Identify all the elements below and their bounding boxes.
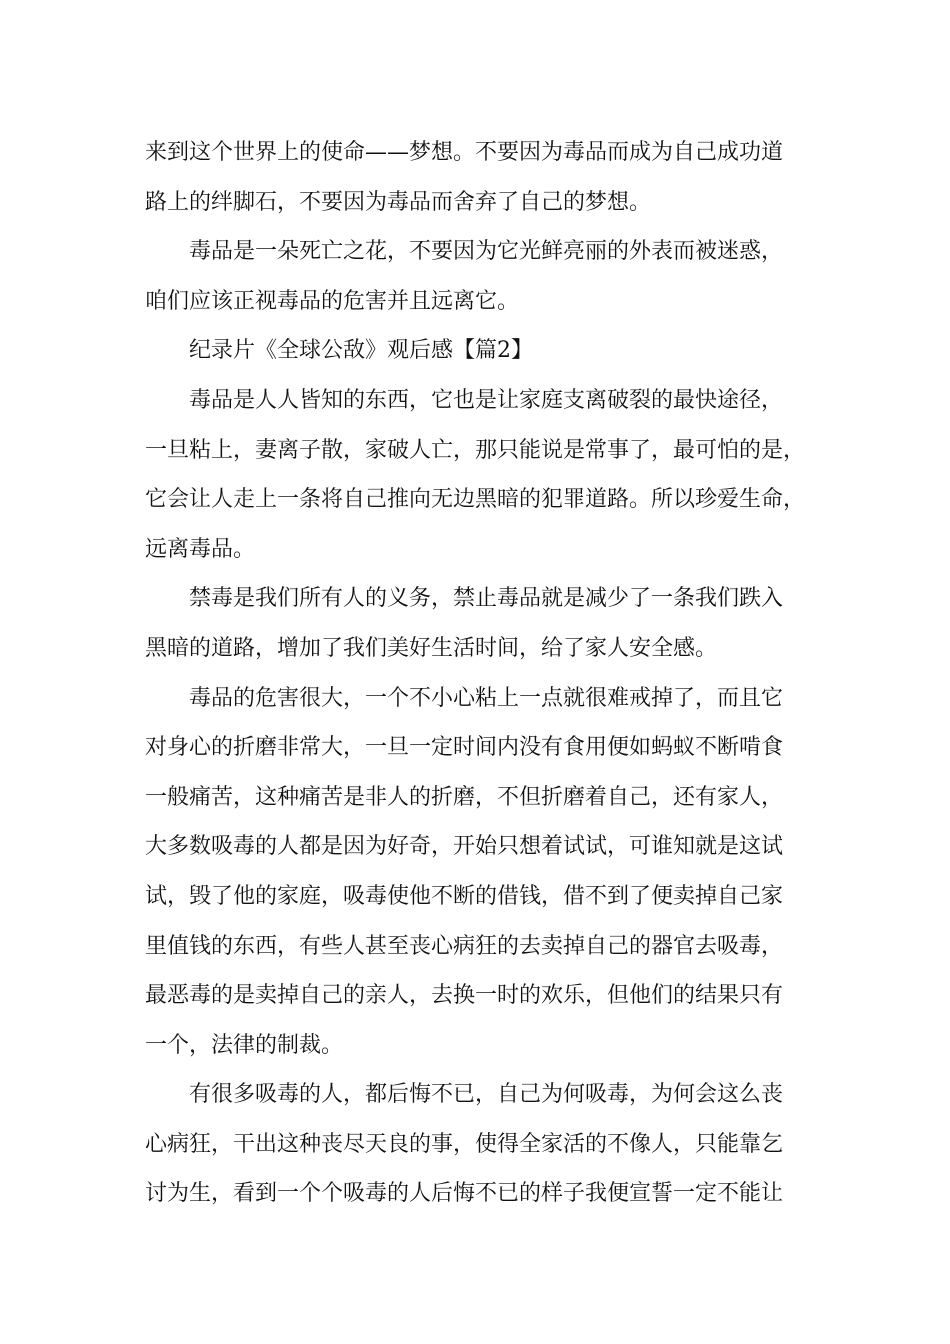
- paragraph-start-line: 毒品是一朵死亡之花，不要因为它光鲜亮丽的外表而被迷惑，: [189, 239, 784, 265]
- paragraph-start-line: 禁毒是我们所有人的义务，禁止毒品就是减少了一条我们跌入: [189, 586, 784, 612]
- text-line: 里值钱的东西，有些人甚至丧心病狂的去卖掉自己的器官去吸毒，: [145, 933, 784, 959]
- text-line: 它会让人走上一条将自己推向无边黑暗的犯罪道路。所以珍爱生命，: [145, 487, 806, 513]
- text-line: 远离毒品。: [145, 536, 256, 562]
- paragraph-start-line: 有很多吸毒的人，都后悔不已，自己为何吸毒，为何会这么丧: [189, 1082, 784, 1108]
- text-line: 黑暗的道路，增加了我们美好生活时间，给了家人安全感。: [145, 635, 718, 661]
- text-line: 大多数吸毒的人都是因为好奇，开始只想着试试，可谁知就是这试: [145, 834, 784, 860]
- text-line: 试，毁了他的家庭，吸毒使他不断的借钱，借不到了便卖掉自己家: [145, 883, 784, 909]
- paragraph-start-line: 毒品的危害很大，一个不小心粘上一点就很难戒掉了，而且它: [189, 685, 784, 711]
- text-line: 咱们应该正视毒品的危害并且远离它。: [145, 288, 520, 314]
- text-line: 一旦粘上，妻离子散，家破人亡，那只能说是常事了，最可怕的是，: [145, 437, 806, 463]
- document-body: [145, 128, 825, 1219]
- text-line: 心病狂，干出这种丧尽天良的事，使得全家活的不像人，只能靠乞: [145, 1131, 784, 1157]
- text-line: 路上的绊脚石，不要因为毒品而舍弃了自己的梦想。: [145, 189, 652, 215]
- text-line: 讨为生，看到一个个吸毒的人后悔不已的样子我便宣誓一定不能让: [145, 1181, 784, 1207]
- paragraph-start-line: 毒品是人人皆知的东西，它也是让家庭支离破裂的最快途径，: [189, 387, 784, 413]
- text-line: 一个，法律的制裁。: [145, 1032, 344, 1058]
- text-line: 来到这个世界上的使命——梦想。不要因为毒品而成为自己成功道: [145, 140, 784, 165]
- text-line: 最恶毒的是卖掉自己的亲人，去换一时的欢乐，但他们的结果只有: [145, 983, 784, 1009]
- section-heading: 纪录片《全球公敌》观后感【篇2】: [189, 338, 533, 364]
- text-line: 一般痛苦，这种痛苦是非人的折磨，不但折磨着自己，还有家人，: [145, 784, 784, 810]
- text-line: 对身心的折磨非常大，一旦一定时间内没有食用便如蚂蚁不断啃食: [145, 735, 784, 761]
